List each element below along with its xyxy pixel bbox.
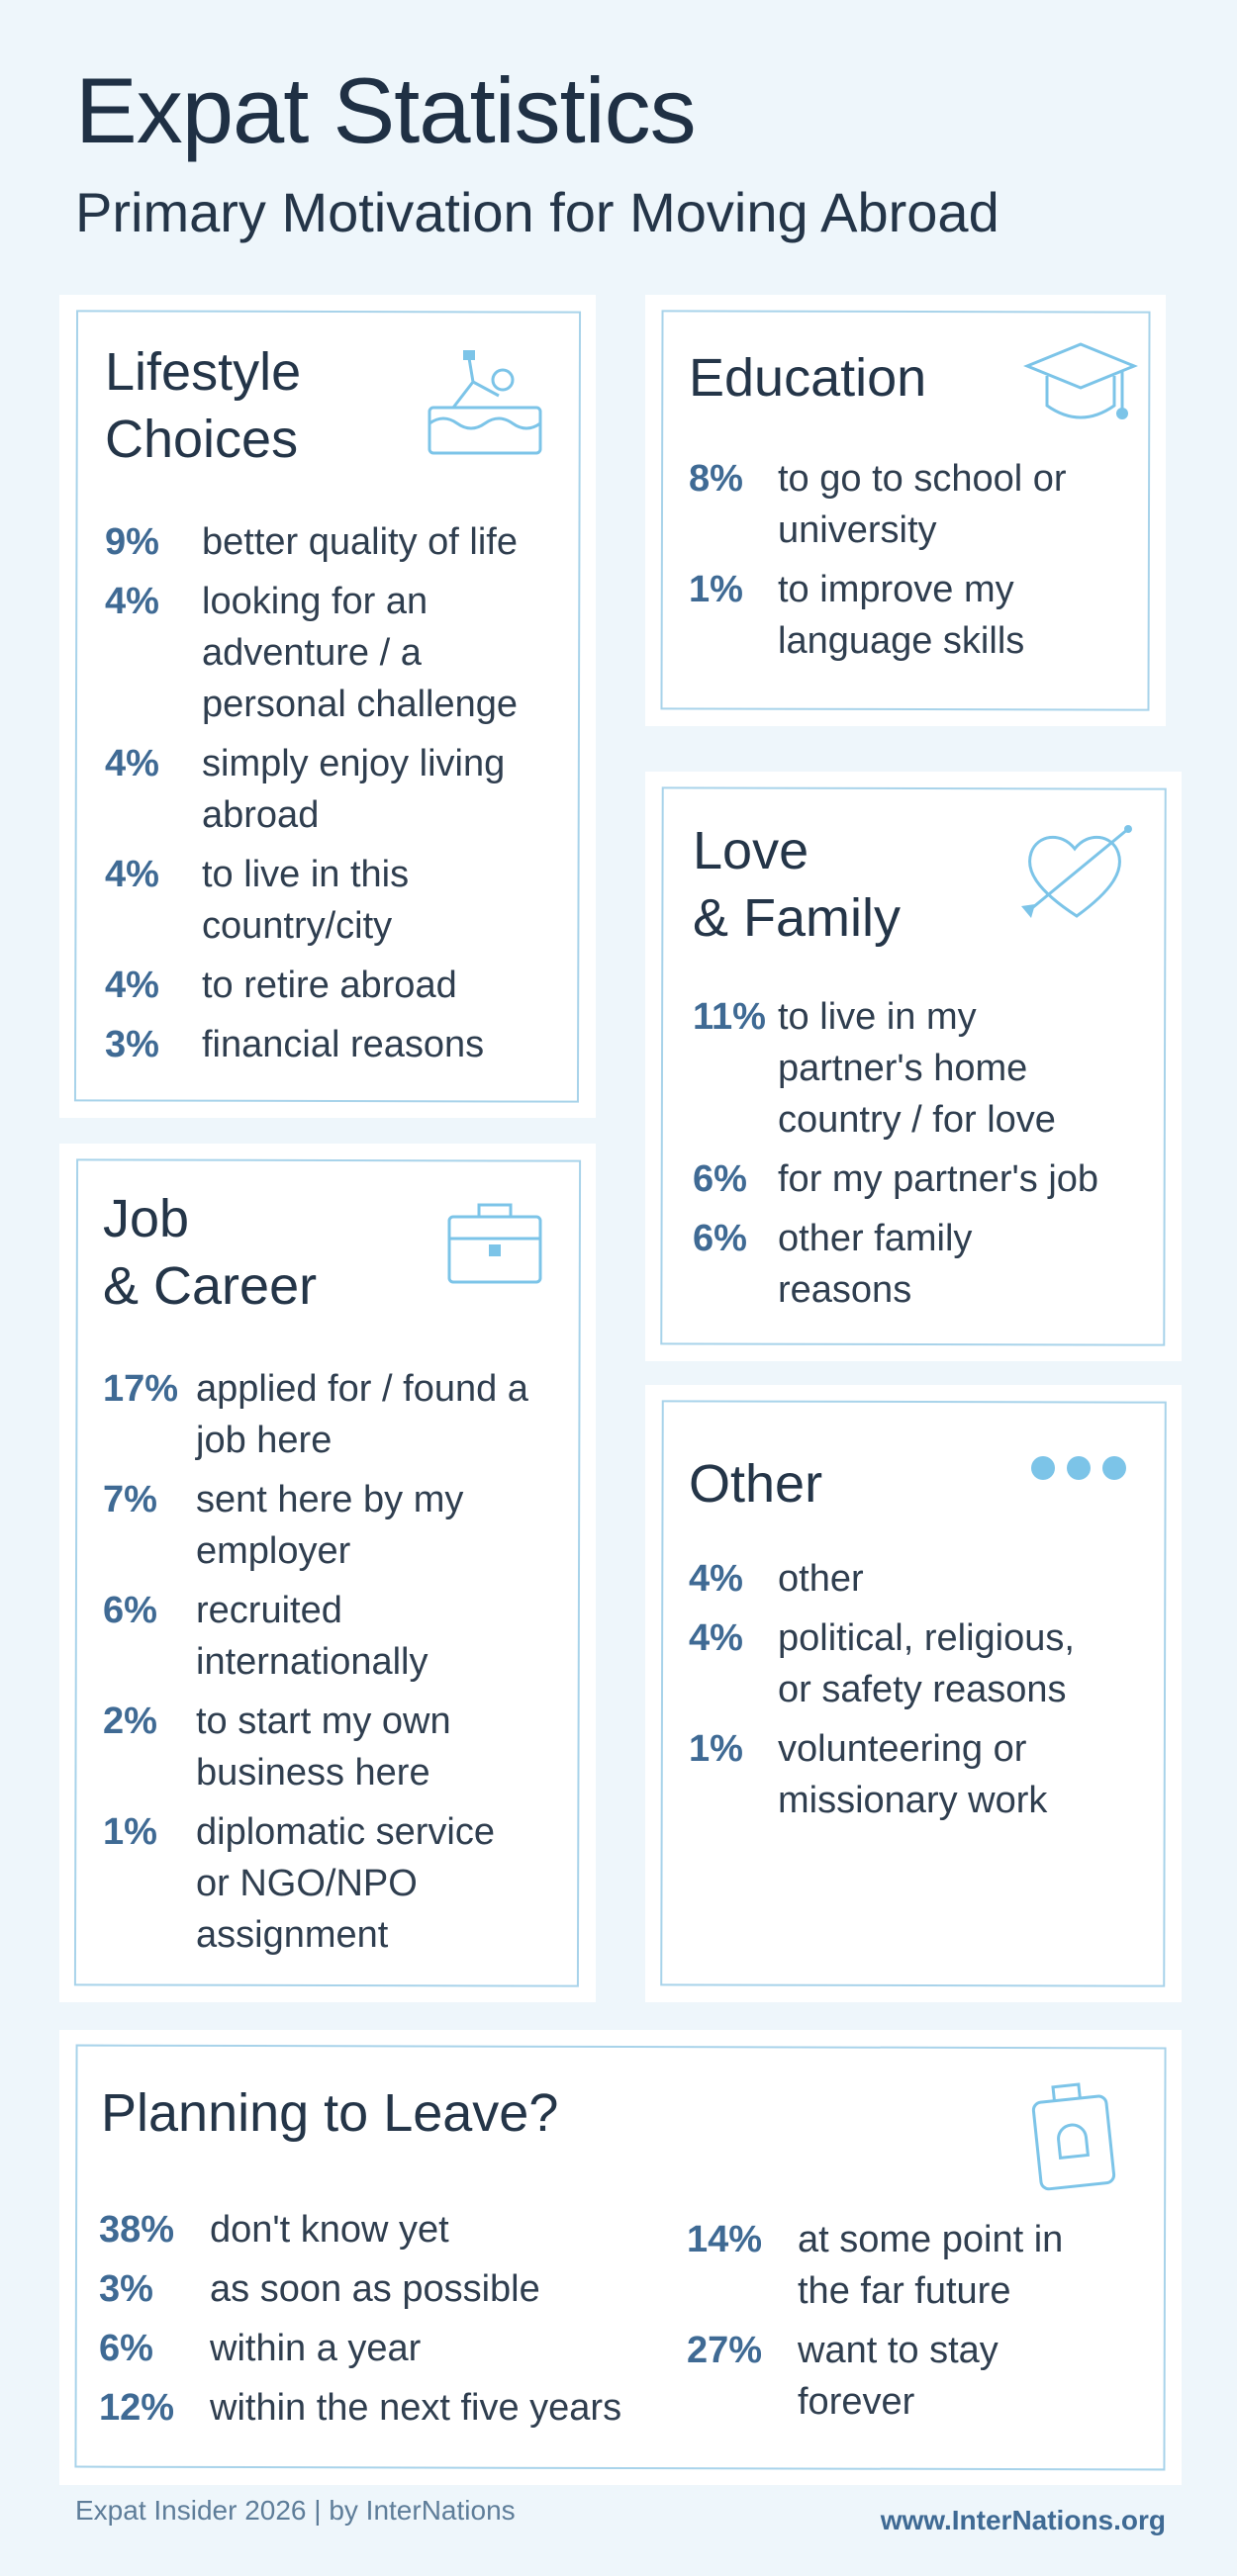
list-item <box>103 1363 578 1466</box>
leave-right-rows <box>687 2214 1142 2436</box>
card-other <box>645 1385 1182 2002</box>
stat-percent: 6% <box>693 1158 747 1200</box>
card-job-career <box>59 1144 596 2002</box>
stat-label: want to stay forever <box>798 2330 999 2423</box>
stat-percent: 3% <box>99 2268 153 2310</box>
list-item <box>103 1474 578 1577</box>
card-planning-to-leave <box>59 2030 1182 2485</box>
list-item <box>687 2214 1142 2317</box>
stat-label: to improve my language skills <box>778 569 1025 662</box>
luggage-tag-icon <box>1025 2077 1120 2192</box>
card-love-family <box>645 772 1182 1361</box>
stat-label: don't know yet <box>210 2209 449 2251</box>
stat-percent: 6% <box>103 1590 157 1631</box>
stat-label: financial reasons <box>202 1024 485 1065</box>
list-item <box>103 1696 578 1798</box>
stat-label: within the next five years <box>210 2387 622 2429</box>
card-title-line1: Lifestyle <box>105 342 302 402</box>
list-item <box>687 2325 1142 2428</box>
stat-percent: 7% <box>103 1479 157 1520</box>
briefcase-icon <box>443 1195 546 1290</box>
stat-percent: 12% <box>99 2387 175 2429</box>
stat-percent: 1% <box>103 1811 157 1853</box>
page-subtitle: Primary Motivation for Moving Abroad <box>75 181 999 243</box>
list-item <box>689 453 1134 556</box>
love-rows <box>693 991 1158 1324</box>
stat-percent: 27% <box>687 2330 763 2371</box>
stat-label: within a year <box>210 2328 422 2369</box>
leave-left-rows <box>99 2204 653 2441</box>
stat-percent: 1% <box>689 569 743 610</box>
stat-label: volunteering or missionary work <box>778 1728 1048 1821</box>
stat-label: political, religious, or safety reasons <box>778 1617 1075 1710</box>
bathtub-icon <box>418 346 548 465</box>
card-title-line2: Choices <box>105 410 299 469</box>
stat-label: better quality of life <box>202 521 518 563</box>
list-item <box>689 1553 1154 1605</box>
list-item <box>99 2204 653 2255</box>
stat-label: to live in my partner's home country / for love <box>778 996 1056 1141</box>
card-title <box>103 1185 317 1320</box>
stat-percent: 4% <box>105 743 159 784</box>
list-item <box>99 2382 653 2434</box>
stat-label: to live in this country/city <box>202 854 410 947</box>
footer-credit: Expat Insider 2026 | by InterNations <box>75 2495 516 2526</box>
card-title-line2: & Career <box>103 1256 318 1316</box>
other-rows <box>689 1553 1154 1834</box>
stat-percent: 11% <box>693 996 766 1038</box>
list-item <box>689 1723 1154 1826</box>
list-item <box>693 1153 1158 1205</box>
list-item <box>99 2263 653 2315</box>
stat-label: diplomatic service or NGO/NPO assignment <box>196 1811 495 1956</box>
list-item <box>689 1612 1154 1715</box>
stat-label: looking for an adventure / a personal challenge <box>202 581 519 725</box>
lifestyle-rows <box>105 516 570 1078</box>
stat-percent: 6% <box>693 1218 747 1259</box>
stat-label: sent here by my employer <box>196 1479 464 1572</box>
stat-percent: 4% <box>105 581 159 622</box>
card-title-line2: & Family <box>693 888 902 948</box>
stat-percent: 6% <box>99 2328 153 2369</box>
education-rows <box>689 453 1134 675</box>
card-title-line1: Job <box>103 1189 190 1248</box>
list-item <box>103 1806 578 1961</box>
stat-label: to start my own business here <box>196 1701 451 1794</box>
stat-percent: 9% <box>105 521 159 563</box>
list-item <box>103 1585 578 1688</box>
ellipsis-dots-icon <box>1029 1450 1128 1486</box>
stat-label: recruited internationally <box>196 1590 428 1683</box>
stat-label: applied for / found a job here <box>196 1368 528 1461</box>
list-item <box>105 849 570 952</box>
footer-website-link[interactable]: www.InterNations.org <box>880 2505 1166 2535</box>
graduation-cap-icon <box>1019 338 1142 437</box>
card-education <box>645 295 1166 726</box>
card-title <box>105 338 301 473</box>
stat-percent: 2% <box>103 1701 157 1742</box>
card-title: Education <box>689 348 927 408</box>
stat-label: to retire abroad <box>202 965 457 1006</box>
list-item <box>105 516 570 568</box>
stat-label: simply enjoy living abroad <box>202 743 506 836</box>
stat-percent: 38% <box>99 2209 175 2251</box>
stat-percent: 14% <box>687 2219 763 2260</box>
stat-percent: 4% <box>105 854 159 895</box>
stat-percent: 1% <box>689 1728 743 1770</box>
stat-percent: 4% <box>689 1558 743 1600</box>
list-item <box>99 2323 653 2374</box>
list-item <box>693 1213 1158 1316</box>
stat-percent: 4% <box>105 965 159 1006</box>
stat-label: as soon as possible <box>210 2268 540 2310</box>
stat-percent: 8% <box>689 458 743 500</box>
list-item <box>693 991 1158 1146</box>
list-item <box>105 576 570 730</box>
card-title-line1: Love <box>693 821 809 880</box>
list-item <box>105 738 570 841</box>
stat-percent: 4% <box>689 1617 743 1659</box>
heart-arrow-icon <box>1017 821 1140 930</box>
list-item <box>689 564 1134 667</box>
list-item <box>105 1019 570 1070</box>
stat-percent: 3% <box>105 1024 159 1065</box>
list-item <box>105 960 570 1011</box>
job-rows <box>103 1363 578 1969</box>
page-title: Expat Statistics <box>75 58 696 162</box>
stat-label: other family reasons <box>778 1218 973 1311</box>
stat-label: other <box>778 1558 864 1600</box>
stat-label: at some point in the far future <box>798 2219 1064 2312</box>
stat-label: to go to school or university <box>778 458 1067 551</box>
stat-percent: 17% <box>103 1368 179 1410</box>
card-lifestyle <box>59 295 596 1118</box>
card-title <box>693 817 901 952</box>
card-title: Other <box>689 1454 823 1514</box>
card-title: Planning to Leave? <box>101 2083 559 2143</box>
stat-label: for my partner's job <box>778 1158 1099 1200</box>
